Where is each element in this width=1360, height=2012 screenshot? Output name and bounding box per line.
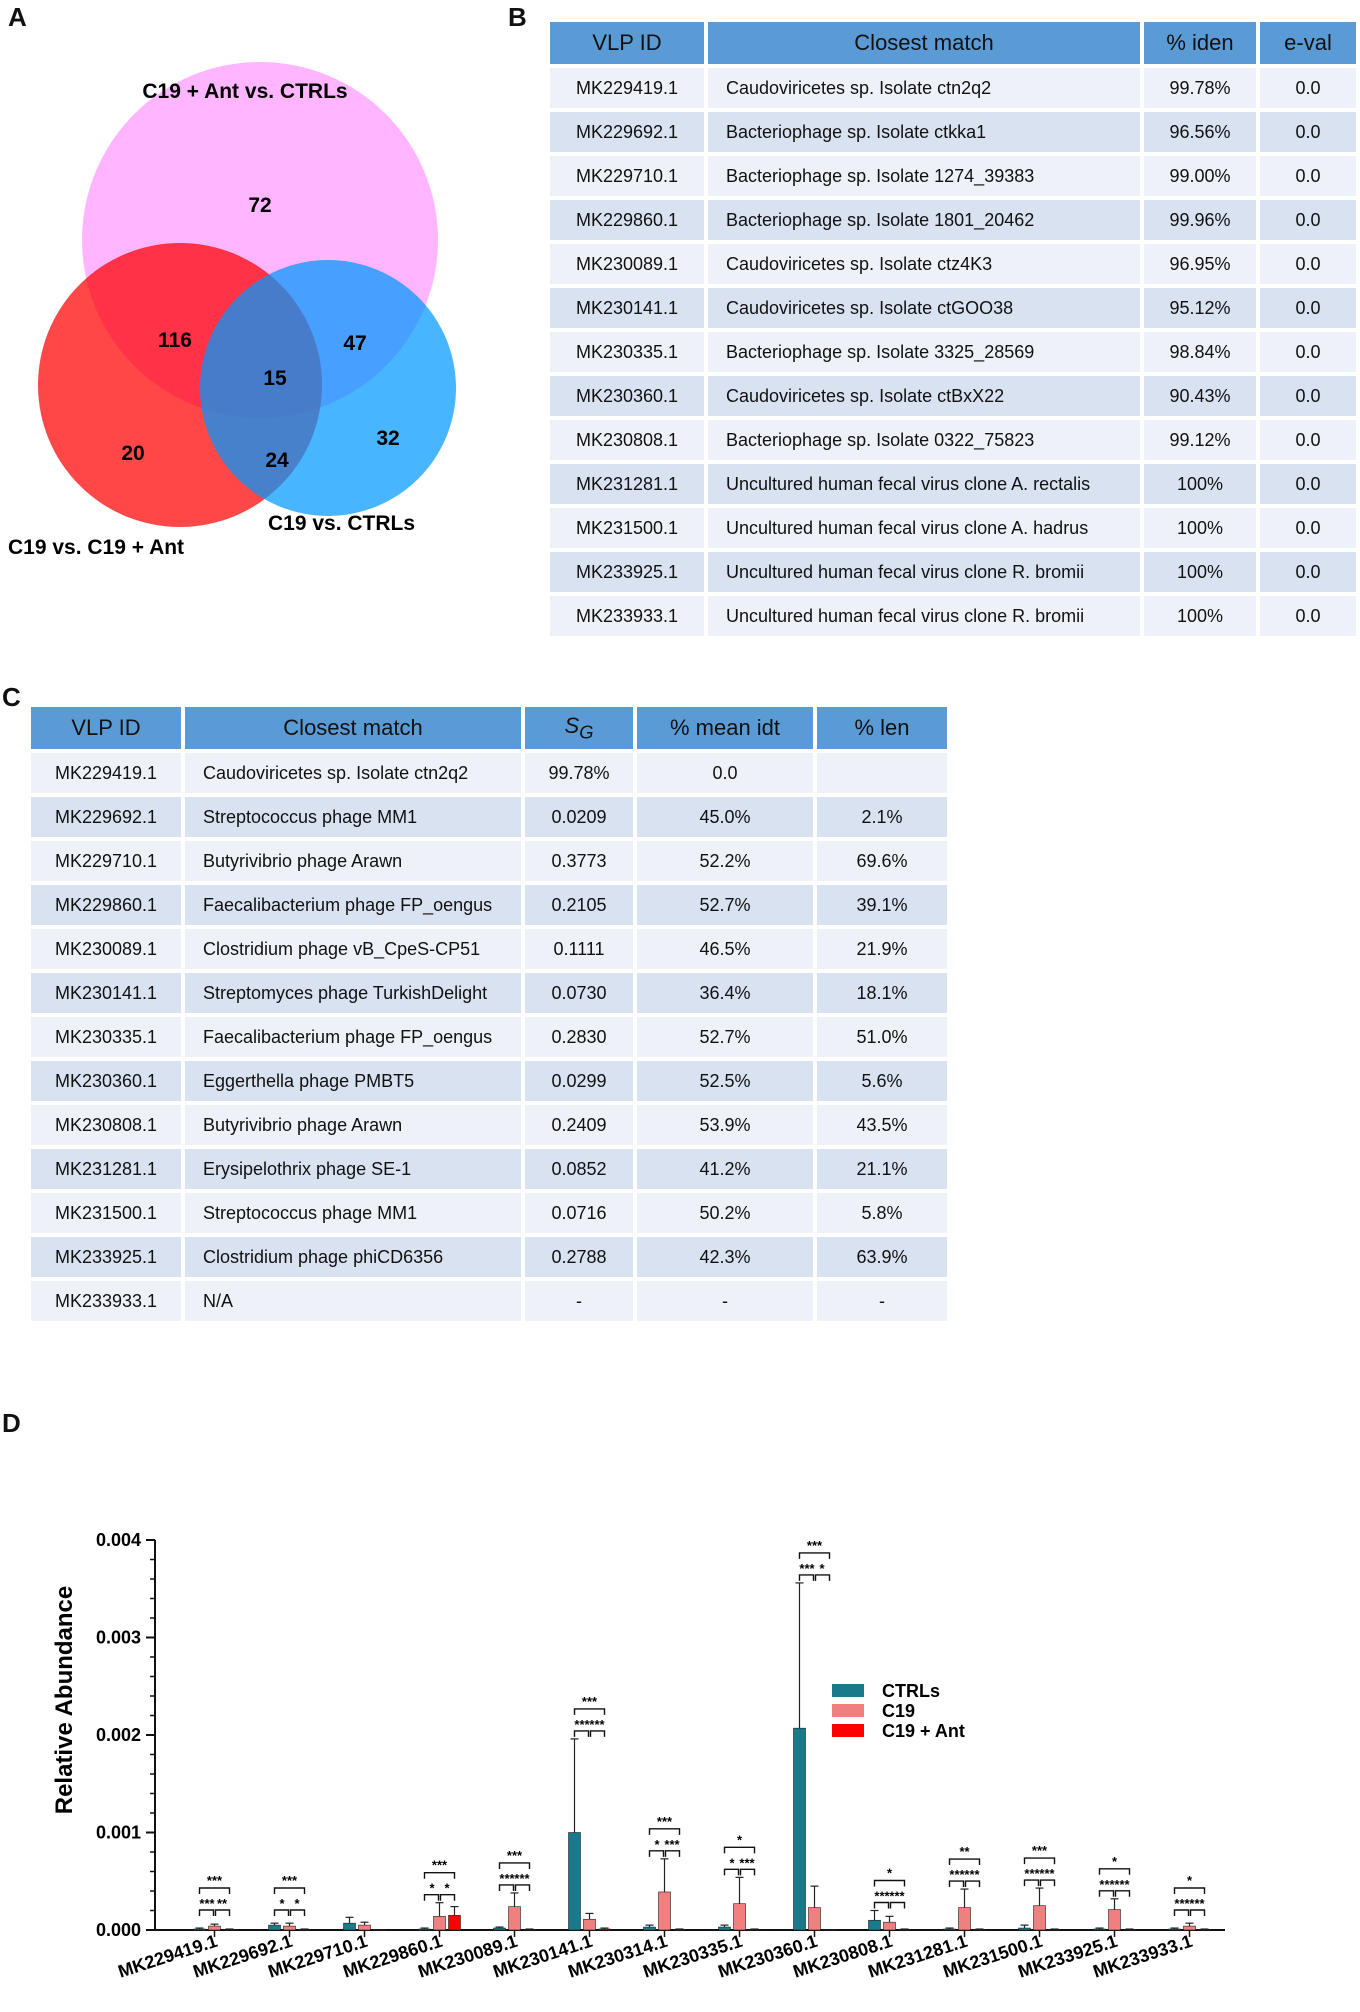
table-c-header: [31, 707, 947, 749]
table-cell: 0.0: [1260, 464, 1356, 504]
table-cell: 0.0: [1260, 156, 1356, 196]
bar-ctrls: [419, 1929, 431, 1930]
table-cell: Caudoviricetes sp. Isolate ctn2q2: [185, 753, 521, 793]
table-b-col-vlp-id: VLP ID: [550, 22, 704, 64]
bar-c19: [1109, 1910, 1121, 1930]
table-cell: 99.12%: [1144, 420, 1256, 460]
table-cell: 5.6%: [817, 1061, 947, 1101]
table-cell: MK230141.1: [31, 973, 181, 1013]
x-tick-label: MK233925.1: [1015, 1930, 1120, 1982]
bar-c19-ant: [599, 1929, 611, 1930]
table-row: [550, 464, 1356, 504]
table-cell: Butyrivibrio phage Arawn: [185, 841, 521, 881]
table-cell: Uncultured human fecal virus clone A. rectalis: [708, 464, 1140, 504]
sig-label-left: ***: [199, 1896, 215, 1911]
table-cell: Caudoviricetes sp. Isolate ctGOO38: [708, 288, 1140, 328]
bar-ctrls: [1094, 1929, 1106, 1930]
sig-label-left: *: [729, 1855, 735, 1871]
table-cell: 99.96%: [1144, 200, 1256, 240]
table-cell: 0.0: [1260, 332, 1356, 372]
table-cell: MK229710.1: [31, 841, 181, 881]
bar-c19-ant: [374, 1930, 386, 1931]
table-row: [31, 885, 947, 925]
table-cell: 100%: [1144, 552, 1256, 592]
sig-label-right: ***: [589, 1716, 605, 1732]
bar-c19-ant: [449, 1915, 461, 1930]
sig-bracket-top: [200, 1888, 230, 1894]
venn-count-center: 15: [263, 367, 287, 390]
bar-ctrls: [344, 1923, 356, 1930]
sig-label-right: ***: [514, 1870, 530, 1886]
table-cell: 0.2105: [525, 885, 633, 925]
table-cell: N/A: [185, 1281, 521, 1321]
table-cell: 0.0: [1260, 288, 1356, 328]
sig-label-left: ***: [1099, 1876, 1115, 1892]
table-cell: MK231281.1: [31, 1149, 181, 1189]
bar-c19: [659, 1892, 671, 1930]
table-row: [550, 420, 1356, 460]
venn-diagram: [0, 40, 500, 570]
sig-bracket-top: [875, 1881, 905, 1887]
bar-chart: [0, 1420, 1360, 2012]
table-cell: 99.78%: [525, 753, 633, 793]
table-cell: 2.1%: [817, 797, 947, 837]
table-cell: 0.1111: [525, 929, 633, 969]
table-cell: 100%: [1144, 596, 1256, 636]
bar-ctrls: [794, 1728, 806, 1930]
panel-label-c: C: [2, 682, 21, 712]
table-cell: Caudoviricetes sp. Isolate ctBxX22: [708, 376, 1140, 416]
bar-ctrls: [869, 1920, 881, 1930]
table-c-col-sg-subscript: G: [579, 721, 594, 743]
table-cell: 0.0: [1260, 112, 1356, 152]
sig-label-right: ***: [1114, 1876, 1130, 1892]
table-cell: 0.0: [1260, 552, 1356, 592]
table-row: [31, 1193, 947, 1233]
table-cell: MK230141.1: [550, 288, 704, 328]
sig-label-top: ***: [806, 1537, 823, 1553]
sig-label-top: ***: [206, 1873, 223, 1888]
sig-label-top: *: [1111, 1853, 1118, 1869]
sig-label-top: **: [959, 1844, 970, 1860]
bar-ctrls: [1019, 1928, 1031, 1930]
x-tick-label: MK230335.1: [640, 1930, 745, 1982]
table-cell: Erysipelothrix phage SE-1: [185, 1149, 521, 1189]
table-cell: 52.7%: [637, 885, 813, 925]
legend-label: C19 + Ant: [882, 1721, 965, 1741]
table-cell: MK233933.1: [550, 596, 704, 636]
table-cell: 0.2830: [525, 1017, 633, 1057]
table-cell: 0.0: [1260, 596, 1356, 636]
table-cell: 63.9%: [817, 1237, 947, 1277]
bar-c19: [1034, 1906, 1046, 1930]
sig-bracket-top: [1100, 1869, 1130, 1875]
sig-label-top: ***: [431, 1857, 448, 1873]
table-cell: Bacteriophage sp. Isolate ctkka1: [708, 112, 1140, 152]
x-tick-label: MK233933.1: [1090, 1930, 1195, 1982]
table-cell: 0.0: [1260, 420, 1356, 460]
x-tick-label: MK230089.1: [415, 1930, 520, 1982]
table-cell: Caudoviricetes sp. Isolate ctn2q2: [708, 68, 1140, 108]
sig-bracket-top: [425, 1873, 455, 1879]
table-cell: MK229710.1: [550, 156, 704, 196]
table-cell: 5.8%: [817, 1193, 947, 1233]
sig-label-right: ***: [1189, 1896, 1205, 1911]
table-cell: 46.5%: [637, 929, 813, 969]
sig-label-right: ***: [1039, 1866, 1055, 1882]
sig-label-left: ***: [874, 1888, 890, 1904]
table-row: [31, 1149, 947, 1189]
sig-bracket-top: [575, 1709, 605, 1715]
bar-c19: [359, 1925, 371, 1930]
table-row: [31, 797, 947, 837]
table-cell: MK229419.1: [31, 753, 181, 793]
sig-bracket-top: [800, 1553, 830, 1559]
sig-bracket-top: [1175, 1888, 1205, 1894]
table-row: [31, 973, 947, 1013]
legend-swatch: [832, 1684, 864, 1697]
sig-label-left: ***: [949, 1867, 965, 1883]
y-tick-label: 0.003: [95, 1627, 141, 1648]
bar-ctrls: [944, 1929, 956, 1930]
bar-c19-ant: [824, 1930, 836, 1931]
sig-label-top: ***: [1031, 1843, 1048, 1859]
sig-label-right: ***: [739, 1855, 755, 1871]
table-b-header: [550, 22, 1356, 64]
sig-bracket-top: [950, 1859, 980, 1865]
venn-count-top-left: 116: [158, 329, 192, 352]
bar-ctrls: [644, 1927, 656, 1930]
table-row: [31, 1281, 947, 1321]
table-cell: 96.56%: [1144, 112, 1256, 152]
sig-label-top: ***: [281, 1873, 298, 1888]
x-tick-label: MK229860.1: [340, 1930, 445, 1982]
table-cell: 0.0: [1260, 200, 1356, 240]
table-cell: Faecalibacterium phage FP_oengus: [185, 885, 521, 925]
table-b: [546, 18, 1360, 640]
bar-c19: [434, 1916, 446, 1930]
bar-ctrls: [194, 1929, 206, 1930]
table-cell: 21.9%: [817, 929, 947, 969]
sig-bracket-top: [1025, 1858, 1055, 1864]
table-row: [550, 112, 1356, 152]
bar-c19: [809, 1908, 821, 1930]
venn-label-right: C19 vs. CTRLs: [268, 512, 416, 535]
legend-swatch: [832, 1724, 864, 1737]
y-tick-label: 0.000: [95, 1920, 141, 1940]
table-row: [550, 508, 1356, 548]
table-cell: Eggerthella phage PMBT5: [185, 1061, 521, 1101]
x-tick-label: MK229692.1: [190, 1930, 295, 1982]
sig-label-top: ***: [581, 1693, 598, 1709]
table-row: [550, 332, 1356, 372]
table-cell: [817, 753, 947, 793]
table-cell: 0.0: [1260, 244, 1356, 284]
x-tick-label: MK229710.1: [265, 1930, 370, 1982]
y-tick-label: 0.002: [95, 1725, 141, 1745]
table-cell: Streptococcus phage MM1: [185, 1193, 521, 1233]
table-cell: 0.0852: [525, 1149, 633, 1189]
sig-label-top: *: [886, 1865, 893, 1881]
x-tick-label: MK230314.1: [565, 1930, 670, 1982]
sig-label-left: ***: [499, 1870, 515, 1886]
table-cell: MK230360.1: [31, 1061, 181, 1101]
table-cell: Bacteriophage sp. Isolate 0322_75823: [708, 420, 1140, 460]
sig-label-right: ***: [889, 1888, 905, 1904]
table-cell: MK233925.1: [550, 552, 704, 592]
table-row: [31, 929, 947, 969]
table-row: [550, 376, 1356, 416]
table-cell: Bacteriophage sp. Isolate 3325_28569: [708, 332, 1140, 372]
y-axis-title: Relative Abundance: [51, 1585, 78, 1815]
bar-ctrls: [269, 1925, 281, 1930]
table-cell: 99.78%: [1144, 68, 1256, 108]
table-cell: 0.0716: [525, 1193, 633, 1233]
table-row: [550, 288, 1356, 328]
sig-label-right: **: [216, 1896, 228, 1911]
table-c-col-vlp-id: VLP ID: [31, 707, 181, 749]
table-cell: MK233925.1: [31, 1237, 181, 1277]
table-cell: 51.0%: [817, 1017, 947, 1057]
sig-label-right: ***: [664, 1836, 680, 1852]
bar-c19: [884, 1922, 896, 1930]
table-cell: MK231500.1: [31, 1193, 181, 1233]
legend-label: CTRLs: [882, 1681, 940, 1701]
table-b-col-iden: % iden: [1144, 22, 1256, 64]
table-cell: MK229860.1: [550, 200, 704, 240]
x-tick-label: MK230360.1: [715, 1930, 820, 1982]
table-cell: 0.2788: [525, 1237, 633, 1277]
venn-label-left: C19 vs. C19 + Ant: [8, 536, 185, 559]
table-row: [550, 156, 1356, 196]
table-c: [27, 703, 951, 1325]
table-cell: 18.1%: [817, 973, 947, 1013]
table-c-col-closest-match: Closest match: [185, 707, 521, 749]
table-cell: Faecalibacterium phage FP_oengus: [185, 1017, 521, 1057]
table-cell: MK230089.1: [550, 244, 704, 284]
bar-c19: [284, 1926, 296, 1930]
sig-label-left: ***: [574, 1716, 590, 1732]
table-c-col-len: % len: [817, 707, 947, 749]
table-cell: MK230360.1: [550, 376, 704, 416]
table-cell: 50.2%: [637, 1193, 813, 1233]
table-cell: 90.43%: [1144, 376, 1256, 416]
x-tick-label: MK230808.1: [790, 1930, 895, 1982]
table-cell: 42.3%: [637, 1237, 813, 1277]
venn-count-top-only: 72: [248, 194, 272, 217]
sig-bracket-top: [275, 1888, 305, 1894]
bar-c19: [209, 1926, 221, 1930]
table-b-col-eval: e-val: [1260, 22, 1356, 64]
panel-label-a: A: [8, 2, 27, 32]
table-cell: MK229419.1: [550, 68, 704, 108]
table-cell: MK230089.1: [31, 929, 181, 969]
table-cell: 53.9%: [637, 1105, 813, 1145]
table-row: [550, 244, 1356, 284]
table-row: [550, 68, 1356, 108]
sig-label-left: *: [654, 1836, 660, 1852]
table-cell: -: [525, 1281, 633, 1321]
table-row: [31, 1237, 947, 1277]
sig-label-left: *: [279, 1896, 285, 1911]
bar-ctrls: [569, 1833, 581, 1931]
table-cell: MK229860.1: [31, 885, 181, 925]
sig-label-left: ***: [1174, 1896, 1190, 1911]
table-cell: Butyrivibrio phage Arawn: [185, 1105, 521, 1145]
table-cell: 0.0730: [525, 973, 633, 1013]
table-cell: 0.0: [1260, 376, 1356, 416]
table-cell: Uncultured human fecal virus clone R. bromii: [708, 552, 1140, 592]
table-cell: 95.12%: [1144, 288, 1256, 328]
table-cell: 0.0: [1260, 68, 1356, 108]
sig-label-right: ***: [964, 1867, 980, 1883]
table-b-col-closest-match: Closest match: [708, 22, 1140, 64]
table-row: [31, 753, 947, 793]
sig-label-left: ***: [1024, 1866, 1040, 1882]
table-cell: Bacteriophage sp. Isolate 1801_20462: [708, 200, 1140, 240]
bar-c19: [959, 1908, 971, 1930]
venn-label-top: C19 + Ant vs. CTRLs: [142, 80, 348, 103]
table-c-col-sg-symbol: S: [564, 712, 580, 738]
table-row: [550, 552, 1356, 592]
venn-count-left-only: 20: [121, 442, 145, 465]
table-cell: 69.6%: [817, 841, 947, 881]
sig-label-right: *: [444, 1880, 450, 1896]
table-row: [31, 1017, 947, 1057]
table-cell: Uncultured human fecal virus clone R. bromii: [708, 596, 1140, 636]
table-cell: 52.7%: [637, 1017, 813, 1057]
sig-bracket-top: [650, 1829, 680, 1835]
table-c-col-mean-idt: % mean idt: [637, 707, 813, 749]
x-tick-label: MK229419.1: [115, 1930, 220, 1982]
x-tick-label: MK231500.1: [940, 1930, 1045, 1982]
bar-ctrls: [494, 1928, 506, 1930]
venn-count-left-right: 24: [265, 449, 289, 472]
table-cell: MK230335.1: [550, 332, 704, 372]
y-tick-label: 0.004: [95, 1530, 141, 1550]
sig-label-top: *: [1186, 1873, 1193, 1888]
table-cell: 0.0: [1260, 508, 1356, 548]
table-cell: 0.2409: [525, 1105, 633, 1145]
sig-label-top: ***: [656, 1813, 673, 1829]
table-cell: 0.0299: [525, 1061, 633, 1101]
sig-label-right: *: [819, 1560, 825, 1576]
legend-label: C19: [882, 1701, 916, 1721]
bar-ctrls: [1169, 1929, 1181, 1930]
table-row: [550, 200, 1356, 240]
table-cell: Caudoviricetes sp. Isolate ctz4K3: [708, 244, 1140, 284]
bar-c19: [1184, 1926, 1196, 1930]
table-cell: MK230808.1: [550, 420, 704, 460]
table-cell: 100%: [1144, 464, 1256, 504]
sig-bracket-top: [725, 1847, 755, 1853]
venn-count-top-right: 47: [343, 332, 367, 355]
bar-ctrls: [719, 1927, 731, 1930]
table-cell: 0.0209: [525, 797, 633, 837]
table-cell: Streptococcus phage MM1: [185, 797, 521, 837]
bar-c19: [509, 1907, 521, 1930]
table-cell: 96.95%: [1144, 244, 1256, 284]
table-cell: -: [637, 1281, 813, 1321]
sig-label-top: ***: [506, 1847, 523, 1863]
venn-circle-right: [200, 260, 456, 516]
sig-label-left: ***: [799, 1560, 815, 1576]
sig-label-right: *: [294, 1896, 300, 1911]
table-cell: 43.5%: [817, 1105, 947, 1145]
table-row: [31, 1105, 947, 1145]
sig-label-top: *: [736, 1832, 743, 1848]
legend-swatch: [832, 1704, 864, 1717]
sig-bracket-top: [500, 1863, 530, 1869]
venn-count-right-only: 32: [376, 427, 400, 450]
table-cell: 100%: [1144, 508, 1256, 548]
table-cell: MK229692.1: [31, 797, 181, 837]
x-tick-label: MK230141.1: [490, 1930, 595, 1982]
y-tick-label: 0.001: [95, 1822, 141, 1843]
table-cell: Clostridium phage phiCD6356: [185, 1237, 521, 1277]
table-cell: 98.84%: [1144, 332, 1256, 372]
table-cell: MK231500.1: [550, 508, 704, 548]
table-cell: -: [817, 1281, 947, 1321]
table-cell: MK230335.1: [31, 1017, 181, 1057]
table-cell: Bacteriophage sp. Isolate 1274_39383: [708, 156, 1140, 196]
bar-c19: [734, 1904, 746, 1930]
table-cell: 36.4%: [637, 973, 813, 1013]
table-cell: Uncultured human fecal virus clone A. hadrus: [708, 508, 1140, 548]
table-row: [550, 596, 1356, 636]
panel-label-d: D: [2, 1408, 21, 1438]
sig-label-left: *: [429, 1880, 435, 1896]
table-cell: 41.2%: [637, 1149, 813, 1189]
table-cell: 21.1%: [817, 1149, 947, 1189]
table-row: [31, 841, 947, 881]
table-cell: Clostridium phage vB_CpeS-CP51: [185, 929, 521, 969]
table-cell: 52.5%: [637, 1061, 813, 1101]
table-cell: MK230808.1: [31, 1105, 181, 1145]
panel-label-b: B: [508, 2, 527, 32]
table-c-col-sg: [525, 707, 633, 749]
table-cell: MK233933.1: [31, 1281, 181, 1321]
x-tick-label: MK231281.1: [865, 1930, 970, 1982]
table-cell: 45.0%: [637, 797, 813, 837]
table-cell: 39.1%: [817, 885, 947, 925]
table-cell: MK229692.1: [550, 112, 704, 152]
table-cell: MK231281.1: [550, 464, 704, 504]
table-cell: 99.00%: [1144, 156, 1256, 196]
bar-c19: [584, 1919, 596, 1930]
table-cell: 52.2%: [637, 841, 813, 881]
table-cell: 0.0: [637, 753, 813, 793]
table-row: [31, 1061, 947, 1101]
table-cell: Streptomyces phage TurkishDelight: [185, 973, 521, 1013]
table-cell: 0.3773: [525, 841, 633, 881]
